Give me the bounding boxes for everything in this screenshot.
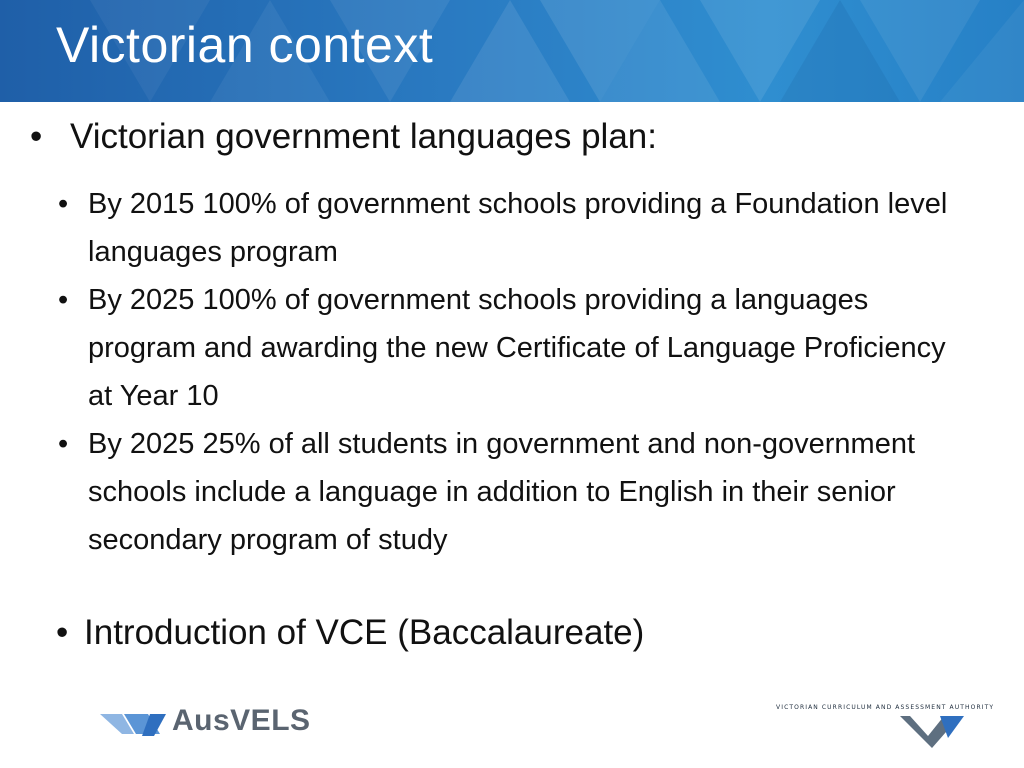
bullet-dot: • xyxy=(30,117,43,156)
sub-bullet-dot: • xyxy=(58,284,69,316)
ausvels-logo-text: AusVELS xyxy=(172,704,311,737)
bullet-main-text: Victorian government languages plan: xyxy=(70,117,657,156)
sub-bullet-1: By 2015 100% of government schools providing a Foundation level languages program xyxy=(88,188,948,268)
bullet-dot: • xyxy=(56,613,69,652)
sub-bullet-2: By 2025 100% of government schools providing a languages program and awarding the new Certificate of Language Proficiency at Year 10 xyxy=(88,284,946,412)
bullet-second-text: Introduction of VCE (Baccalaureate) xyxy=(84,613,645,652)
vcaa-logo-text: VICTORIAN CURRICULUM AND ASSESSMENT AUTHORITY xyxy=(776,704,995,711)
slide-title: Victorian context xyxy=(56,17,434,73)
sub-bullet-3: By 2025 25% of all students in government and non-government schools include a language in addition to English in their senior secondary program of study xyxy=(88,428,916,556)
sub-bullet-dot: • xyxy=(58,188,69,220)
sub-bullet-dot: • xyxy=(58,428,69,460)
title-banner xyxy=(0,0,1024,102)
vcaa-logo-icon xyxy=(880,710,972,750)
